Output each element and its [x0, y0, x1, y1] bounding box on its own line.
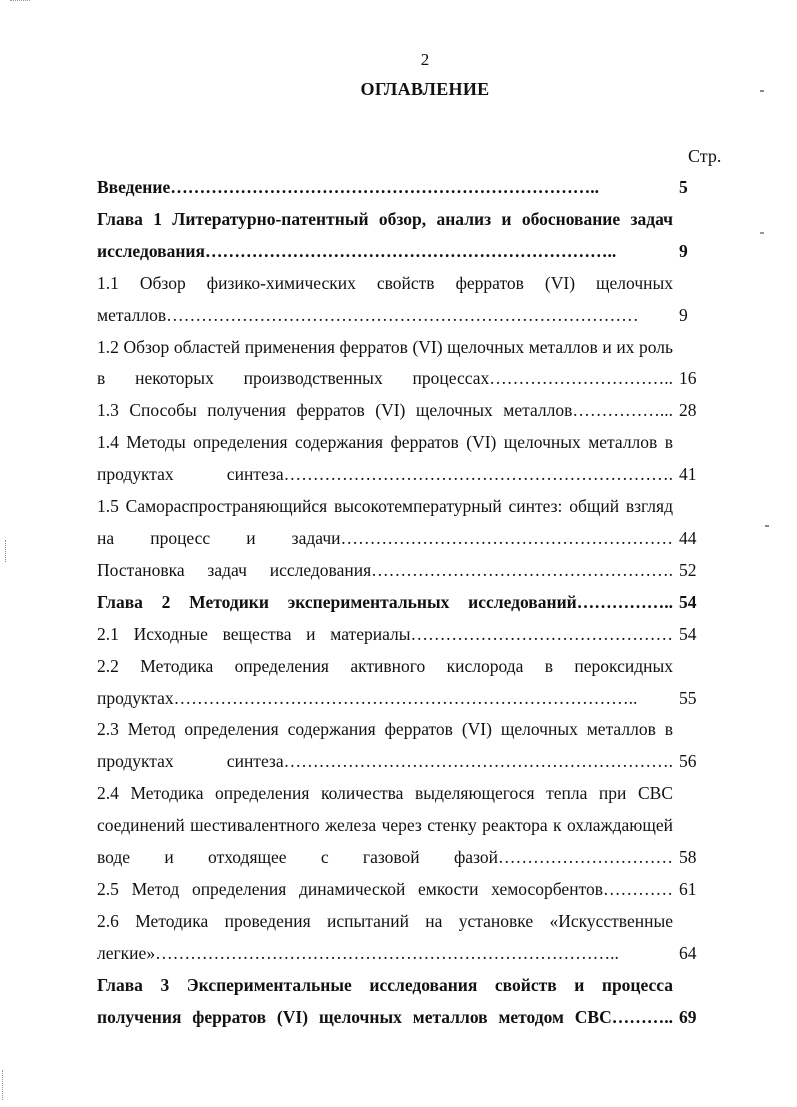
toc-entry-title: 2.3 Метод определения содержания ферратов (VI) щелочных металлов в продуктах синтеза…………………………………………………………. — [97, 719, 673, 772]
scan-speck — [765, 525, 769, 527]
scan-speck — [2, 1070, 6, 1100]
toc-entry-page: 54 — [679, 623, 697, 644]
toc-entry-page: 9 — [679, 240, 688, 261]
toc-entry-title: Введение……………………………………………………………….. — [97, 177, 599, 197]
toc-entry-page: 41 — [679, 464, 697, 485]
toc-entry-page: 61 — [679, 878, 697, 899]
toc-entry-title: 1.5 Самораспространяющийся высокотемпературный синтез: общий взгляд на процесс и задачи………………………………………………… — [97, 496, 673, 548]
toc-entry-title: Глава 2 Методики экспериментальных исследований…………….. — [97, 591, 673, 612]
toc-entry — [97, 172, 709, 204]
toc-entry-page: 16 — [679, 368, 697, 389]
toc-entry — [97, 651, 709, 715]
toc-entry-page: 69 — [679, 1006, 697, 1027]
page-column-label: Стр. — [688, 146, 722, 166]
page-number: 2 — [420, 50, 430, 69]
toc-entry-page: 9 — [679, 304, 688, 325]
toc-entry — [97, 970, 709, 1034]
toc-entry-page: 56 — [679, 751, 697, 772]
toc-entry-title: 2.1 Исходные вещества и материалы……………………………………… — [97, 623, 673, 644]
toc-entry — [97, 874, 709, 906]
scan-speck — [760, 232, 764, 234]
toc-entry-page: 64 — [679, 942, 697, 963]
toc-entry-page: 52 — [679, 559, 697, 580]
table-of-contents — [97, 172, 709, 1033]
toc-entry — [97, 714, 709, 778]
toc-entry — [97, 204, 709, 268]
page-title: ОГЛАВЛЕНИЕ — [360, 79, 490, 99]
toc-entry-page: 54 — [679, 591, 697, 612]
toc-entry-title: Глава 1 Литературно-патентный обзор, анализ и обоснование задач исследования…………………………………………………………….. — [97, 208, 673, 261]
toc-entry — [97, 619, 709, 651]
toc-entry — [97, 778, 709, 874]
toc-entry-page: 58 — [679, 847, 697, 868]
toc-entry-page: 55 — [679, 687, 697, 708]
toc-entry — [97, 268, 709, 332]
toc-entry-title: 2.6 Методика проведения испытаний на установке «Искусственные легкие»…………………………………………………………………….. — [97, 910, 673, 963]
toc-entry-title: 1.1 Обзор физико-химических свойств ферратов (VI) щелочных металлов……………………………………………………………………… — [97, 272, 673, 325]
toc-entry-title: 1.2 Обзор областей применения ферратов (VI) щелочных металлов и их роль в некоторых производственных процессах………………………….. — [97, 336, 673, 389]
toc-entry — [97, 587, 709, 619]
toc-entry-page: 28 — [679, 400, 697, 421]
toc-entry-title: 2.5 Метод определения динамической емкости хемосорбентов………… — [97, 878, 673, 899]
toc-entry — [97, 906, 709, 970]
toc-entry — [97, 491, 709, 555]
toc-entry-title: 2.4 Методика определения количества выделяющегося тепла при СВС соединений шестивалентного железа через стенку реактора к охлаждающей воде и отходящее с газовой фазой………………………… — [97, 783, 673, 868]
toc-entry — [97, 555, 709, 587]
toc-entry-title: 2.2 Методика определения активного кислорода в пероксидных продуктах…………………………………………………………………….. — [97, 655, 673, 708]
toc-entry-page: 44 — [679, 527, 697, 548]
toc-entry-title: 1.3 Способы получения ферратов (VI) щелочных металлов……………... — [97, 400, 673, 421]
toc-entry-title: 1.4 Методы определения содержания ферратов (VI) щелочных металлов в продуктах синтеза…………………………………………………………. — [97, 432, 673, 485]
toc-entry-title: Постановка задач исследования……………………………………………. — [97, 559, 673, 580]
toc-entry-title: Глава 3 Экспериментальные исследования свойств и процесса получения ферратов (VI) щелочных металлов методом СВС……….. — [97, 974, 673, 1027]
toc-entry — [97, 332, 709, 396]
toc-entry-page: 5 — [679, 177, 688, 197]
scan-speck — [10, 0, 30, 9]
toc-entry — [97, 395, 709, 427]
toc-entry — [97, 427, 709, 491]
scan-speck — [5, 540, 9, 562]
